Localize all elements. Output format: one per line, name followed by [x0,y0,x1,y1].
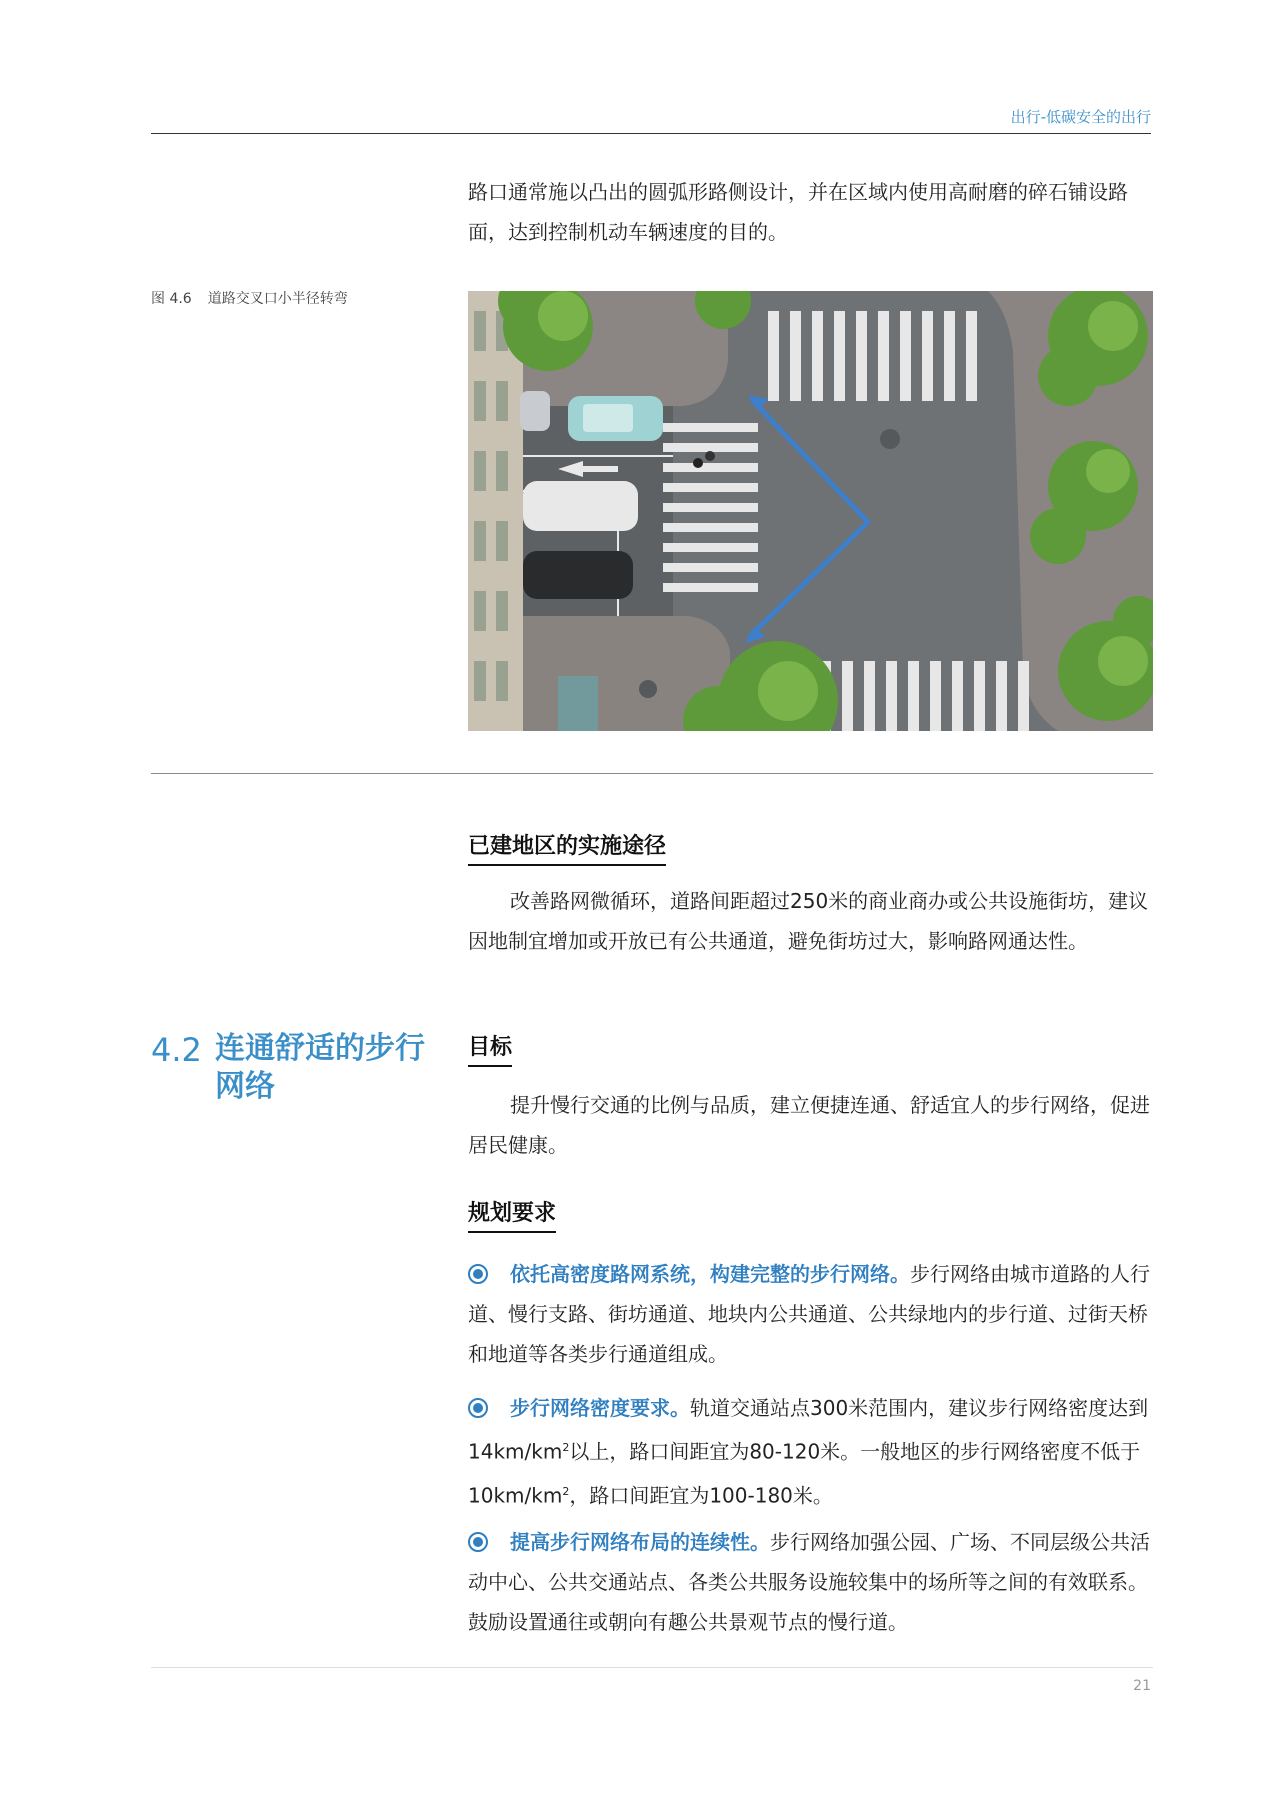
built-area-heading: 已建地区的实施途径 [468,833,666,866]
requirement-text: 步行网络由城市道路的人行道、慢行支路、街坊通道、地块内公共通道、公共绿地内的步行道、过街天桥和地道等各类步行通道组成。 [468,1262,1150,1366]
goal-paragraph: 提升慢行交通的比例与品质，建立便捷连通、舒适宜人的步行网络，促进居民健康。 [468,1093,1150,1157]
superscript: 2 [562,1484,570,1498]
section-title: 连通舒适的步行网络 [215,1031,425,1104]
figure-caption-text: 道路交叉口小半径转弯 [207,291,348,307]
bullet-circle-icon [468,1398,488,1418]
requirements-heading: 规划要求 [468,1200,556,1233]
requirement-text-a: 轨道交通站点300米范围内，建议步行网络密度达到14km/km [468,1396,1149,1464]
requirement-lead: 依托高密度路网系统，构建完整的步行网络。 [510,1262,910,1286]
running-header: 出行-低碳安全的出行 [1010,108,1151,126]
requirement-lead: 步行网络密度要求。 [510,1396,690,1420]
header-divider [151,133,1151,134]
figure-caption [151,288,364,308]
figure-number: 图 4.6 [151,291,192,307]
requirement-text-c: ，路口间距宜为100-180米。 [569,1483,833,1508]
requirement-text: 步行网络加强公园、广场、不同层级公共活动中心、公共交通站点、各类公共服务设施较集中的场所等之间的有效联系。鼓励设置通往或朝向有趣公共景观节点的慢行道。 [468,1530,1150,1634]
requirement-item-2 [468,1388,1153,1515]
footer-divider [151,1667,1153,1668]
goal-heading: 目标 [468,1034,512,1067]
requirement-text-b: 以上，路口间距宜为80-120米。一般地区的步行网络密度不低于10km/km [468,1439,1141,1508]
intro-paragraph: 路口通常施以凸出的圆弧形路侧设计，并在区域内使用高耐磨的碎石铺设路面，达到控制机动车辆速度的目的。 [468,180,1128,244]
requirement-item-3 [468,1522,1153,1642]
section-number: 4.2 [151,1031,202,1069]
intersection-aerial-image [468,291,1153,731]
intersection-photo [468,291,1153,731]
requirement-lead: 提高步行网络布局的连续性。 [510,1530,770,1554]
superscript: 2 [562,1441,570,1454]
requirement-item-1 [468,1254,1153,1374]
bullet-circle-icon [468,1264,488,1284]
built-area-paragraph: 改善路网微循环，道路间距超过250米的商业商办或公共设施街坊，建议因地制宜增加或开放已有公共通道，避免街坊过大，影响路网通达性。 [468,889,1149,953]
page-number: 21 [1133,1678,1151,1694]
bullet-circle-icon [468,1532,488,1552]
section-divider [151,773,1153,774]
